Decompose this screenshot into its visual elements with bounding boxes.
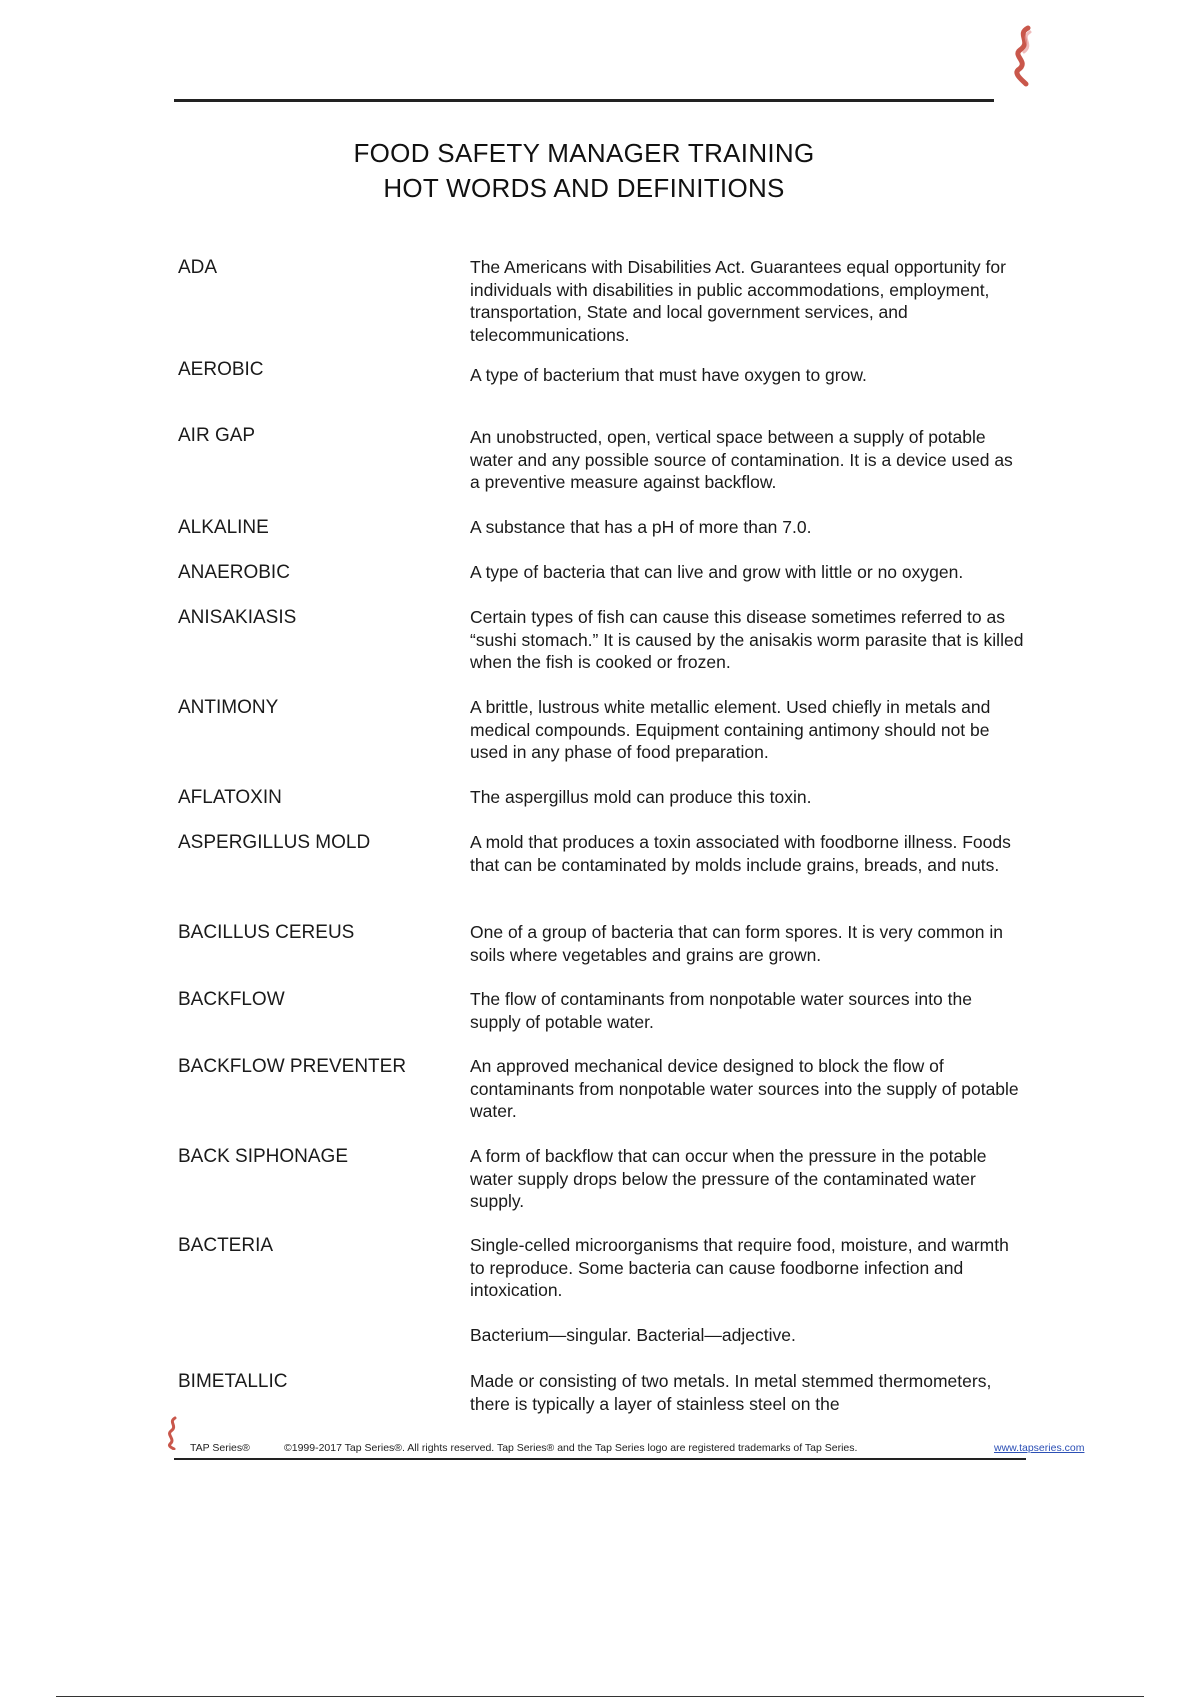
glossary-term: ANTIMONY (178, 697, 279, 718)
glossary-term: BACK SIPHONAGE (178, 1146, 348, 1167)
glossary-term: AEROBIC (178, 359, 264, 380)
glossary-term: ANISAKIASIS (178, 607, 297, 628)
glossary-definition: An unobstructed, open, vertical space between a supply of potable water and any possible source of contamination. It is a device used as a preventive measure against backflow. (470, 427, 1013, 492)
footer-copyright: ©1999-2017 Tap Series®. All rights reserved. Tap Series® and the Tap Series logo are registered trademarks of Tap Series. (284, 1442, 858, 1454)
page-title (174, 136, 994, 206)
footer-website-link[interactable]: www.tapseries.com (994, 1442, 1085, 1454)
header-rule (174, 99, 994, 102)
page-bottom-rule (56, 1696, 1144, 1697)
glossary-term: AIR GAP (178, 425, 256, 446)
glossary-definition: A form of backflow that can occur when the pressure in the potable water supply drops below the pressure of the contaminated water supply. (470, 1146, 987, 1211)
glossary-definition: Bacterium—singular. Bacterial—adjective. (470, 1325, 796, 1345)
glossary-definition: The flow of contaminants from nonpotable water sources into the supply of potable water. (470, 989, 972, 1032)
glossary-term: BACILLUS CEREUS (178, 922, 355, 943)
glossary-term: BACKFLOW PREVENTER (178, 1056, 407, 1077)
glossary-definition: A type of bacterium that must have oxygen to grow. (470, 365, 867, 385)
title-line-2: HOT WORDS AND DEFINITIONS (383, 173, 785, 203)
glossary-term: ANAEROBIC (178, 562, 290, 583)
footer-rule (174, 1458, 1026, 1460)
glossary-term: AFLATOXIN (178, 787, 282, 808)
glossary-definition: A type of bacteria that can live and grow with little or no oxygen. (470, 562, 964, 582)
title-line-1: FOOD SAFETY MANAGER TRAINING (353, 138, 815, 168)
glossary-term: ADA (178, 257, 218, 278)
glossary-definition: A mold that produces a toxin associated with foodborne illness. Foods that can be contaminated by molds include grains, breads, and nuts. (470, 832, 1011, 875)
glossary-definition: Certain types of fish can cause this disease sometimes referred to as “sushi stomach.” It is caused by the anisakis worm parasite that is killed when the fish is cooked or frozen. (470, 607, 1024, 672)
glossary-term: BACKFLOW (178, 989, 285, 1010)
glossary-definition: One of a group of bacteria that can form spores. It is very common in soils where vegetables and grains are grown. (470, 922, 1004, 965)
footer-brand: TAP Series® (190, 1442, 250, 1454)
glossary-definition: A substance that has a pH of more than 7.0. (470, 517, 812, 537)
glossary-definition: The aspergillus mold can produce this toxin. (470, 787, 812, 807)
glossary-term: ALKALINE (178, 517, 269, 538)
glossary-definition: Made or consisting of two metals. In metal stemmed thermometers, there is typically a layer of stainless steel on the (470, 1371, 992, 1414)
glossary-term: BIMETALLIC (178, 1371, 288, 1392)
tap-series-logo-icon (1006, 24, 1040, 88)
glossary-definition: An approved mechanical device designed to block the flow of contaminants from nonpotable water sources into the supply of potable water. (470, 1056, 1019, 1121)
glossary-definition: The Americans with Disabilities Act. Guarantees equal opportunity for individuals with disabilities in public accommodations, employment, transportation, State and local government services, and telecommunications. (470, 257, 1006, 345)
footer-logo-icon (164, 1416, 182, 1450)
glossary-term: ASPERGILLUS MOLD (178, 832, 371, 853)
glossary-definition: Single-celled microorganisms that require food, moisture, and warmth to reproduce. Some bacteria can cause foodborne infection and intoxication. (470, 1235, 1009, 1300)
glossary-definition: A brittle, lustrous white metallic element. Used chiefly in metals and medical compounds. Equipment containing antimony should not be used in any phase of food preparation. (470, 697, 991, 762)
glossary-term: BACTERIA (178, 1235, 274, 1256)
